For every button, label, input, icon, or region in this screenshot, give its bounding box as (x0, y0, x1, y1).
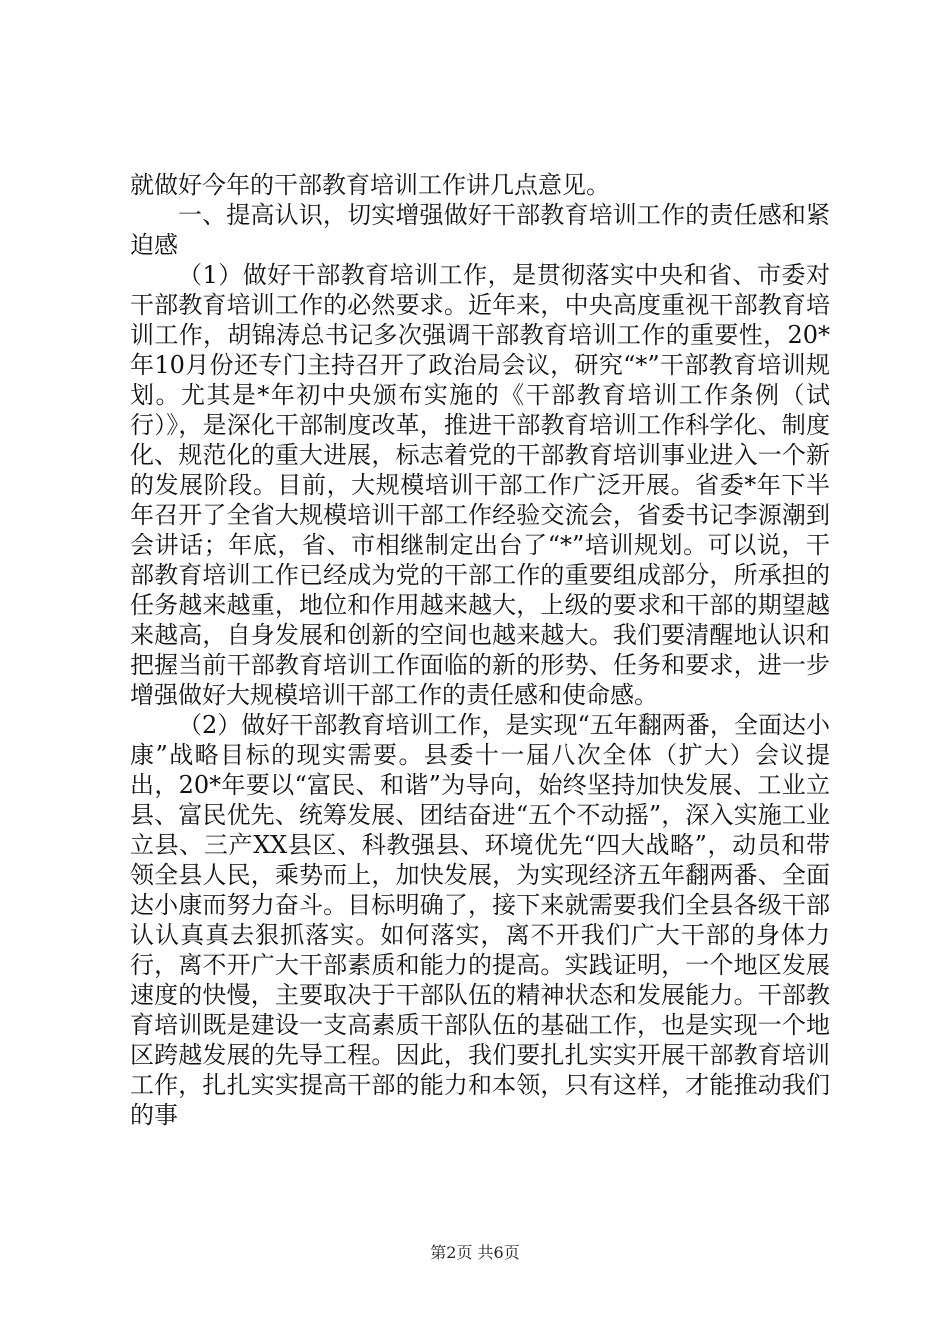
paragraph-continuation: 就做好今年的干部教育培训工作讲几点意见。 (130, 171, 610, 199)
section-heading: 一、提高认识，切实增强做好干部教育培训工作的责任感和紧迫感 (130, 201, 830, 259)
paragraph-point-2: （2）做好干部教育培训工作，是实现“五年翻两番，全面达小康”战略目标的现实需要。县委十一届八次全体（扩大）会议提出，20*年要以“富民、和谐”为导向，始终坚持加快发展、工业立县、富民优先、统筹发展、团结奋进“五个不动摇”，深入实施工业立县、三产XX县区、科教强县、环境优先“四大战略”，动员和带领全县人民，乘势而上，加快发展，为实现经济五年翻两番、全面达小康而努力奋斗。目标明确了，接下来就需要我们全县各级干部认认真真去狠抓落实。如何落实，离不开我们广大干部的身体力行，离不开广大干部素质和能力的提高。实践证明，一个地区发展速度的快慢，主要取决于干部队伍的精神状态和发展能力。干部教育培训既是建设一支高素质干部队伍的基础工作，也是实现一个地区跨越发展的先导工程。因此，我们要扎扎实实开展干部教育培训工作，扎扎实实提高干部的能力和本领，只有这样，才能推动我们的事 (130, 711, 830, 1129)
paragraph-point-1: （1）做好干部教育培训工作，是贯彻落实中央和省、市委对干部教育培训工作的必然要求。近年来，中央高度重视干部教育培训工作，胡锦涛总书记多次强调干部教育培训工作的重要性，20*年10月份还专门主持召开了政治局会议，研究“*”干部教育培训规划。尤其是*年初中央颁布实施的《干部教育培训工作条例（试行）》，是深化干部制度改革，推进干部教育培训工作科学化、制度化、规范化的重大进展，标志着党的干部教育培训事业进入一个新的发展阶段。目前，大规模培训干部工作广泛开展。省委*年下半年召开了全省大规模培训干部工作经验交流会，省委书记李源潮到会讲话；年底，省、市相继制定出台了“*”培训规划。可以说，干部教育培训工作已经成为党的干部工作的重要组成部分，所承担的任务越来越重，地位和作用越来越大，上级的要求和干部的期望越来越高，自身发展和创新的空间也越来越大。我们要清醒地认识和把握当前干部教育培训工作面临的新的形势、任务和要求，进一步增强做好大规模培训干部工作的责任感和使命感。 (130, 261, 830, 709)
page-number-footer: 第2页 共6页 (430, 1243, 520, 1262)
document-body (130, 170, 830, 1130)
